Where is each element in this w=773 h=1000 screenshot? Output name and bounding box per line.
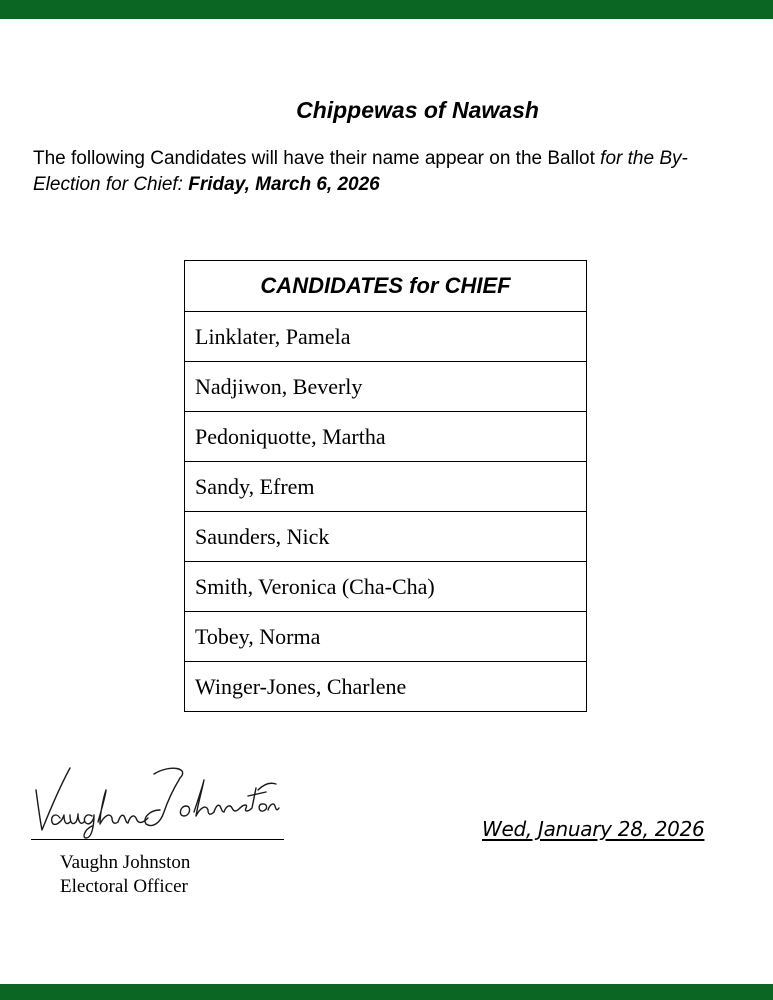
candidate-row: Winger-Jones, Charlene [185, 662, 587, 712]
handwritten-date: Wed, January 28, 2026 [482, 817, 705, 841]
top-green-band [0, 0, 773, 19]
handwritten-signature [30, 760, 280, 840]
officer-name: Vaughn Johnston [60, 852, 191, 873]
bottom-green-band [0, 984, 773, 1000]
organization-title: Chippewas of Nawash [296, 97, 539, 123]
candidate-row: Saunders, Nick [185, 512, 587, 562]
candidate-row: Sandy, Efrem [185, 462, 587, 512]
candidates-table [184, 260, 587, 712]
officer-title: Electoral Officer [60, 876, 188, 897]
election-date: Friday, March 6, 2026 [188, 174, 380, 195]
signature-line [31, 839, 284, 840]
intro-text-regular: The following Candidates will have their name appear on the Ballot [33, 148, 601, 169]
candidate-row: Nadjiwon, Beverly [185, 362, 587, 412]
candidate-row: Pedoniquotte, Martha [185, 412, 587, 462]
intro-paragraph [33, 146, 743, 198]
candidate-row: Smith, Veronica (Cha-Cha) [185, 562, 587, 612]
candidate-row: Linklater, Pamela [185, 312, 587, 362]
candidate-row: Tobey, Norma [185, 612, 587, 662]
intro-text-italic: for the By-Election for Chief: [33, 148, 688, 195]
table-header: CANDIDATES for CHIEF [185, 261, 587, 312]
